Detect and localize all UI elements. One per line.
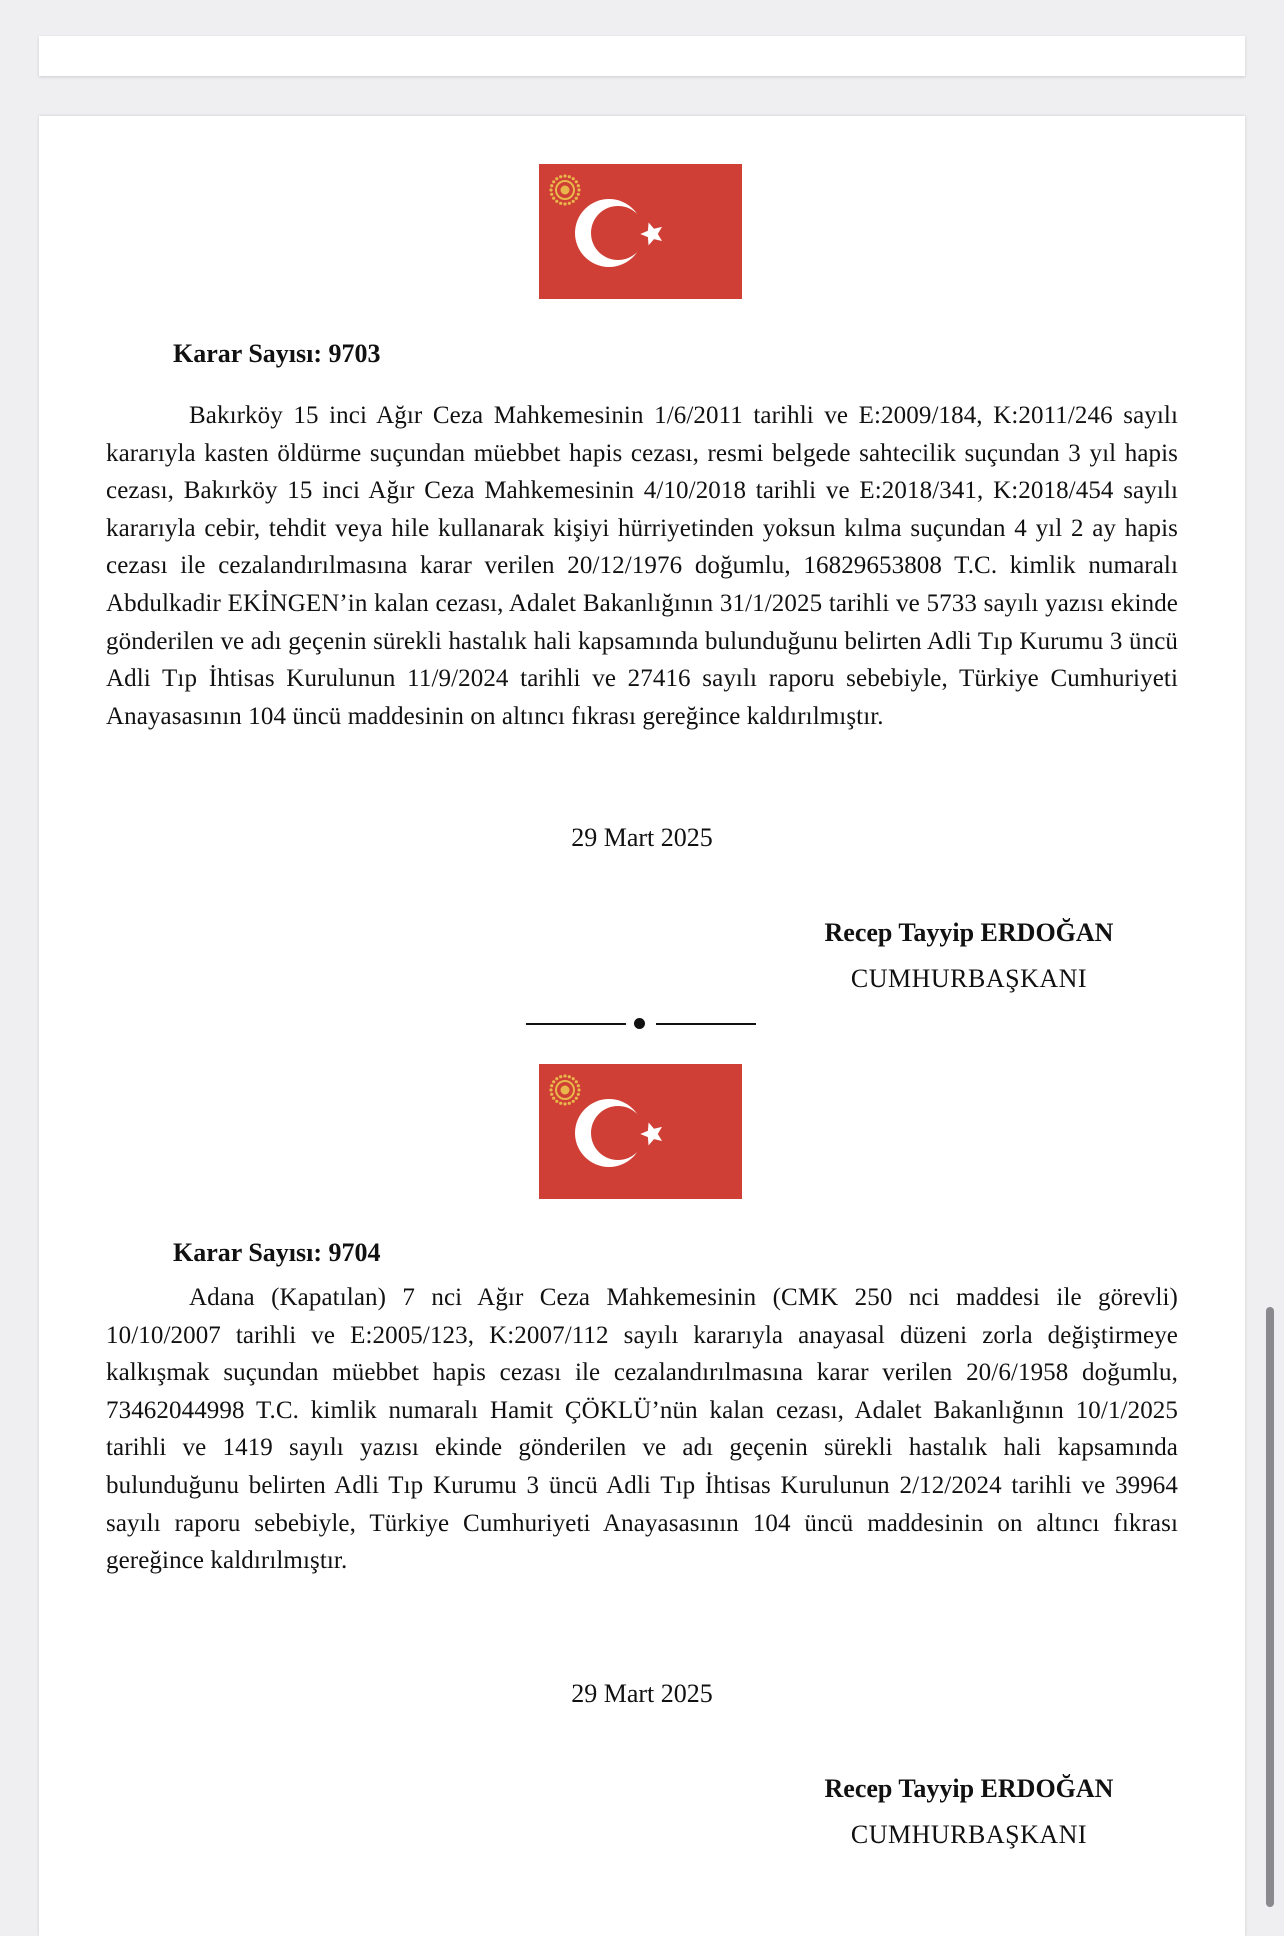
decision-body: Bakırköy 15 inci Ağır Ceza Mahkemesinin 1/6/2011 tarihli ve E:2009/184, K:2011/246 sayılı kararıyla kasten öldürme suçundan müebbet hapis cezası, resmi belgede sahtecilik suçundan 3 yıl hapis cezası, Bakırköy 15 inci Ağır Ceza Mahkemesinin 4/10/2018 tarihli ve E:2018/341, K:2018/454 sayılı kararıyla cebir, tehdit veya hile kullanarak kişiyi hürriyetinden yoksun kılma suçundan 4 yıl 2 ay hapis cezası ile cezalandırılmasına karar verilen 20/12/1976 doğumlu, 16829653808 T.C. kimlik numaralı Abdulkadir EKİNGEN’in kalan cezası, Adalet Bakanlığının 31/1/2025 tarihli ve 5733 sayılı yazısı ekinde gönderilen ve adı geçenin sürekli hastalık hali kapsamında bulunduğunu belirten Adli Tıp Kurumu 3 üncü Adli Tıp İhtisas Kurulunun 11/9/2024 tarihli ve 27416 sayılı raporu sebebiyle, Türkiye Cumhuriyeti Anayasasının 104 üncü maddesinin on altıncı fıkrası gereğince kaldırılmıştır. bbox=[106, 402, 1178, 730]
vertical-scrollbar[interactable] bbox=[1266, 1307, 1274, 1907]
turkish-flag-icon bbox=[539, 1064, 742, 1199]
signatory-title: CUMHURBAŞKANI bbox=[850, 964, 1088, 993]
decision-number: Karar Sayısı: 9703 bbox=[173, 339, 381, 368]
decision-body: Adana (Kapatılan) 7 nci Ağır Ceza Mahkemesinin (CMK 250 nci maddesi ile görevli) 10/10/2007 tarihli ve E:2005/123, K:2007/112 sayılı kararıyla anayasal düzeni zorla değiştirmeye kalkışmak suçundan müebbet hapis cezası ile cezalandırılmasına karar verilen 20/6/1958 doğumlu, 73462044998 T.C. kimlik numaralı Hamit ÇÖKLÜ’nün kalan cezası, Adalet Bakanlığının 10/1/2025 tarihli ve 1419 sayılı yazısı ekinde gönderilen ve adı geçenin sürekli hastalık hali kapsamında bulunduğunu belirten Adli Tıp Kurumu 3 üncü Adli Tıp İhtisas Kurulunun 2/12/2024 tarihli ve 39964 sayılı raporu sebebiyle, Türkiye Cumhuriyeti Anayasasının 104 üncü maddesinin on altıncı fıkrası gereğince kaldırılmıştır. bbox=[106, 1284, 1178, 1575]
previous-page-fragment bbox=[39, 36, 1245, 76]
signatory-name: Recep Tayyip ERDOĞAN bbox=[824, 918, 1114, 947]
decision-number: Karar Sayısı: 9704 bbox=[173, 1238, 381, 1267]
document-page bbox=[39, 116, 1245, 1936]
turkish-flag-icon bbox=[539, 164, 742, 299]
divider-dot bbox=[634, 1018, 645, 1029]
signatory-name: Recep Tayyip ERDOĞAN bbox=[824, 1774, 1114, 1803]
decision-date: 29 Mart 2025 bbox=[571, 1679, 713, 1708]
section-divider bbox=[526, 1013, 756, 1033]
decision-date: 29 Mart 2025 bbox=[571, 823, 713, 852]
divider-line bbox=[656, 1023, 756, 1025]
signatory-title: CUMHURBAŞKANI bbox=[850, 1820, 1088, 1849]
divider-line bbox=[526, 1023, 626, 1025]
